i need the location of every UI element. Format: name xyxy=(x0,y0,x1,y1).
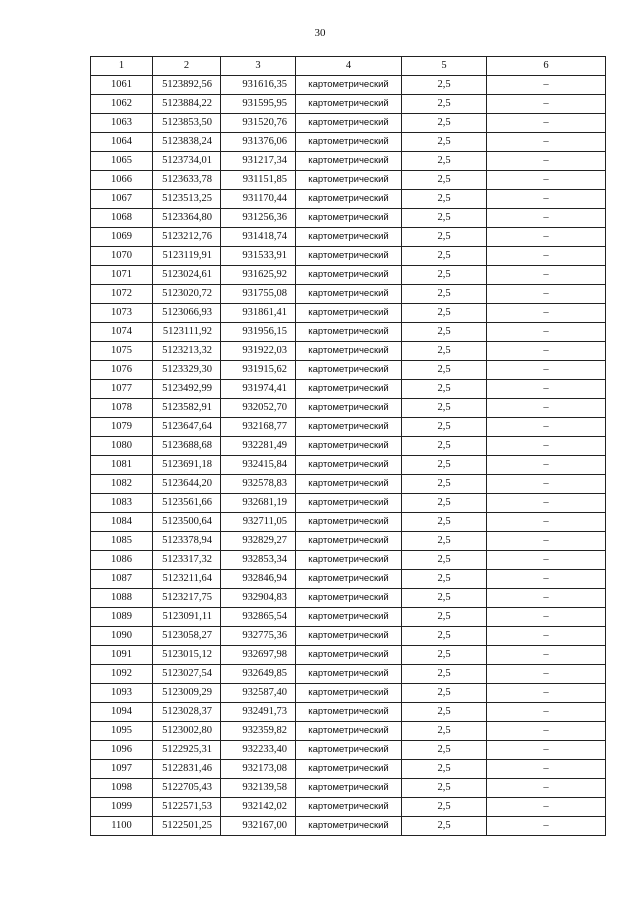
description-cell: – xyxy=(487,456,606,475)
precision-cell: 2,5 xyxy=(402,779,487,798)
precision-cell: 2,5 xyxy=(402,589,487,608)
x-coordinate-cell: 5123024,61 xyxy=(153,266,221,285)
precision-cell: 2,5 xyxy=(402,437,487,456)
description-cell: – xyxy=(487,475,606,494)
precision-cell: 2,5 xyxy=(402,133,487,152)
x-coordinate-cell: 5123688,68 xyxy=(153,437,221,456)
method-cell: картометрический xyxy=(296,247,402,266)
description-cell: – xyxy=(487,760,606,779)
table-row xyxy=(91,209,606,228)
description-cell: – xyxy=(487,190,606,209)
description-cell: – xyxy=(487,646,606,665)
point-number-cell: 1071 xyxy=(91,266,153,285)
y-coordinate-cell: 931595,95 xyxy=(221,95,296,114)
table-row xyxy=(91,95,606,114)
x-coordinate-cell: 5123002,80 xyxy=(153,722,221,741)
y-coordinate-cell: 932168,77 xyxy=(221,418,296,437)
point-number-cell: 1090 xyxy=(91,627,153,646)
table-row xyxy=(91,228,606,247)
method-cell: картометрический xyxy=(296,798,402,817)
x-coordinate-cell: 5122571,53 xyxy=(153,798,221,817)
precision-cell: 2,5 xyxy=(402,608,487,627)
point-number-cell: 1084 xyxy=(91,513,153,532)
point-number-cell: 1094 xyxy=(91,703,153,722)
description-cell: – xyxy=(487,342,606,361)
precision-cell: 2,5 xyxy=(402,95,487,114)
point-number-cell: 1079 xyxy=(91,418,153,437)
point-number-cell: 1077 xyxy=(91,380,153,399)
table-row xyxy=(91,190,606,209)
y-coordinate-cell: 931217,34 xyxy=(221,152,296,171)
table-row xyxy=(91,665,606,684)
method-cell: картометрический xyxy=(296,171,402,190)
method-cell: картометрический xyxy=(296,589,402,608)
y-coordinate-cell: 932415,84 xyxy=(221,456,296,475)
description-cell: – xyxy=(487,589,606,608)
y-coordinate-cell: 932904,83 xyxy=(221,589,296,608)
precision-cell: 2,5 xyxy=(402,285,487,304)
description-cell: – xyxy=(487,494,606,513)
method-cell: картометрический xyxy=(296,152,402,171)
method-cell: картометрический xyxy=(296,627,402,646)
precision-cell: 2,5 xyxy=(402,380,487,399)
precision-cell: 2,5 xyxy=(402,646,487,665)
method-cell: картометрический xyxy=(296,532,402,551)
method-cell: картометрический xyxy=(296,475,402,494)
table-row xyxy=(91,627,606,646)
table-row xyxy=(91,418,606,437)
description-cell: – xyxy=(487,76,606,95)
y-coordinate-cell: 932846,94 xyxy=(221,570,296,589)
point-number-cell: 1092 xyxy=(91,665,153,684)
precision-cell: 2,5 xyxy=(402,532,487,551)
table-row xyxy=(91,380,606,399)
precision-cell: 2,5 xyxy=(402,304,487,323)
y-coordinate-cell: 932587,40 xyxy=(221,684,296,703)
description-cell: – xyxy=(487,798,606,817)
precision-cell: 2,5 xyxy=(402,798,487,817)
table-row xyxy=(91,114,606,133)
x-coordinate-cell: 5123734,01 xyxy=(153,152,221,171)
point-number-cell: 1064 xyxy=(91,133,153,152)
precision-cell: 2,5 xyxy=(402,228,487,247)
method-cell: картометрический xyxy=(296,114,402,133)
table-row xyxy=(91,285,606,304)
x-coordinate-cell: 5123691,18 xyxy=(153,456,221,475)
precision-cell: 2,5 xyxy=(402,551,487,570)
y-coordinate-cell: 931956,15 xyxy=(221,323,296,342)
x-coordinate-cell: 5123892,56 xyxy=(153,76,221,95)
y-coordinate-cell: 932233,40 xyxy=(221,741,296,760)
description-cell: – xyxy=(487,285,606,304)
y-coordinate-cell: 932359,82 xyxy=(221,722,296,741)
table-body xyxy=(91,76,606,836)
description-cell: – xyxy=(487,114,606,133)
table-row xyxy=(91,646,606,665)
table-row xyxy=(91,779,606,798)
precision-cell: 2,5 xyxy=(402,247,487,266)
x-coordinate-cell: 5123492,99 xyxy=(153,380,221,399)
description-cell: – xyxy=(487,171,606,190)
table-row xyxy=(91,551,606,570)
y-coordinate-cell: 932649,85 xyxy=(221,665,296,684)
y-coordinate-cell: 932491,73 xyxy=(221,703,296,722)
method-cell: картометрический xyxy=(296,551,402,570)
description-cell: – xyxy=(487,513,606,532)
point-number-cell: 1087 xyxy=(91,570,153,589)
table-row xyxy=(91,133,606,152)
x-coordinate-cell: 5123838,24 xyxy=(153,133,221,152)
table-row xyxy=(91,171,606,190)
table-row xyxy=(91,456,606,475)
precision-cell: 2,5 xyxy=(402,323,487,342)
point-number-cell: 1082 xyxy=(91,475,153,494)
precision-cell: 2,5 xyxy=(402,114,487,133)
x-coordinate-cell: 5123212,76 xyxy=(153,228,221,247)
precision-cell: 2,5 xyxy=(402,475,487,494)
x-coordinate-cell: 5123213,32 xyxy=(153,342,221,361)
point-number-cell: 1063 xyxy=(91,114,153,133)
x-coordinate-cell: 5123500,64 xyxy=(153,513,221,532)
method-cell: картометрический xyxy=(296,779,402,798)
point-number-cell: 1097 xyxy=(91,760,153,779)
table-row xyxy=(91,76,606,95)
precision-cell: 2,5 xyxy=(402,665,487,684)
description-cell: – xyxy=(487,418,606,437)
y-coordinate-cell: 931533,91 xyxy=(221,247,296,266)
point-number-cell: 1088 xyxy=(91,589,153,608)
point-number-cell: 1067 xyxy=(91,190,153,209)
column-header: 4 xyxy=(296,57,402,76)
method-cell: картометрический xyxy=(296,684,402,703)
point-number-cell: 1062 xyxy=(91,95,153,114)
point-number-cell: 1098 xyxy=(91,779,153,798)
point-number-cell: 1100 xyxy=(91,817,153,836)
x-coordinate-cell: 5123378,94 xyxy=(153,532,221,551)
method-cell: картометрический xyxy=(296,437,402,456)
method-cell: картометрический xyxy=(296,817,402,836)
table-row xyxy=(91,247,606,266)
y-coordinate-cell: 931755,08 xyxy=(221,285,296,304)
description-cell: – xyxy=(487,665,606,684)
x-coordinate-cell: 5123364,80 xyxy=(153,209,221,228)
table-row xyxy=(91,437,606,456)
precision-cell: 2,5 xyxy=(402,171,487,190)
precision-cell: 2,5 xyxy=(402,760,487,779)
point-number-cell: 1085 xyxy=(91,532,153,551)
y-coordinate-cell: 932167,00 xyxy=(221,817,296,836)
x-coordinate-cell: 5123211,64 xyxy=(153,570,221,589)
method-cell: картометрический xyxy=(296,456,402,475)
point-number-cell: 1066 xyxy=(91,171,153,190)
method-cell: картометрический xyxy=(296,703,402,722)
point-number-cell: 1076 xyxy=(91,361,153,380)
description-cell: – xyxy=(487,95,606,114)
point-number-cell: 1080 xyxy=(91,437,153,456)
method-cell: картометрический xyxy=(296,342,402,361)
y-coordinate-cell: 932139,58 xyxy=(221,779,296,798)
point-number-cell: 1068 xyxy=(91,209,153,228)
description-cell: – xyxy=(487,247,606,266)
coordinates-table xyxy=(90,56,606,836)
table-row xyxy=(91,304,606,323)
point-number-cell: 1095 xyxy=(91,722,153,741)
table-row xyxy=(91,361,606,380)
point-number-cell: 1061 xyxy=(91,76,153,95)
column-header: 1 xyxy=(91,57,153,76)
point-number-cell: 1081 xyxy=(91,456,153,475)
description-cell: – xyxy=(487,437,606,456)
precision-cell: 2,5 xyxy=(402,722,487,741)
x-coordinate-cell: 5123513,25 xyxy=(153,190,221,209)
header-row xyxy=(91,57,606,76)
method-cell: картометрический xyxy=(296,722,402,741)
table-row xyxy=(91,152,606,171)
method-cell: картометрический xyxy=(296,494,402,513)
x-coordinate-cell: 5123015,12 xyxy=(153,646,221,665)
description-cell: – xyxy=(487,684,606,703)
point-number-cell: 1069 xyxy=(91,228,153,247)
description-cell: – xyxy=(487,152,606,171)
point-number-cell: 1089 xyxy=(91,608,153,627)
precision-cell: 2,5 xyxy=(402,494,487,513)
description-cell: – xyxy=(487,399,606,418)
table-row xyxy=(91,532,606,551)
column-header: 3 xyxy=(221,57,296,76)
precision-cell: 2,5 xyxy=(402,418,487,437)
description-cell: – xyxy=(487,817,606,836)
point-number-cell: 1078 xyxy=(91,399,153,418)
description-cell: – xyxy=(487,627,606,646)
method-cell: картометрический xyxy=(296,741,402,760)
table-row xyxy=(91,684,606,703)
x-coordinate-cell: 5123633,78 xyxy=(153,171,221,190)
precision-cell: 2,5 xyxy=(402,266,487,285)
y-coordinate-cell: 931974,41 xyxy=(221,380,296,399)
precision-cell: 2,5 xyxy=(402,513,487,532)
point-number-cell: 1093 xyxy=(91,684,153,703)
method-cell: картометрический xyxy=(296,513,402,532)
method-cell: картометрический xyxy=(296,361,402,380)
y-coordinate-cell: 932775,36 xyxy=(221,627,296,646)
point-number-cell: 1065 xyxy=(91,152,153,171)
x-coordinate-cell: 5122705,43 xyxy=(153,779,221,798)
point-number-cell: 1091 xyxy=(91,646,153,665)
table-row xyxy=(91,798,606,817)
x-coordinate-cell: 5123853,50 xyxy=(153,114,221,133)
point-number-cell: 1070 xyxy=(91,247,153,266)
y-coordinate-cell: 931418,74 xyxy=(221,228,296,247)
y-coordinate-cell: 932173,08 xyxy=(221,760,296,779)
x-coordinate-cell: 5123644,20 xyxy=(153,475,221,494)
x-coordinate-cell: 5123217,75 xyxy=(153,589,221,608)
table-row xyxy=(91,608,606,627)
table-header xyxy=(91,57,606,76)
y-coordinate-cell: 932578,83 xyxy=(221,475,296,494)
method-cell: картометрический xyxy=(296,304,402,323)
y-coordinate-cell: 931520,76 xyxy=(221,114,296,133)
method-cell: картометрический xyxy=(296,190,402,209)
point-number-cell: 1074 xyxy=(91,323,153,342)
precision-cell: 2,5 xyxy=(402,703,487,722)
point-number-cell: 1075 xyxy=(91,342,153,361)
table-row xyxy=(91,342,606,361)
method-cell: картометрический xyxy=(296,570,402,589)
x-coordinate-cell: 5123119,91 xyxy=(153,247,221,266)
x-coordinate-cell: 5123884,22 xyxy=(153,95,221,114)
description-cell: – xyxy=(487,532,606,551)
x-coordinate-cell: 5123009,29 xyxy=(153,684,221,703)
precision-cell: 2,5 xyxy=(402,817,487,836)
x-coordinate-cell: 5123066,93 xyxy=(153,304,221,323)
x-coordinate-cell: 5123020,72 xyxy=(153,285,221,304)
method-cell: картометрический xyxy=(296,285,402,304)
y-coordinate-cell: 931616,35 xyxy=(221,76,296,95)
description-cell: – xyxy=(487,361,606,380)
method-cell: картометрический xyxy=(296,76,402,95)
y-coordinate-cell: 931151,85 xyxy=(221,171,296,190)
description-cell: – xyxy=(487,266,606,285)
precision-cell: 2,5 xyxy=(402,76,487,95)
table-row xyxy=(91,570,606,589)
method-cell: картометрический xyxy=(296,323,402,342)
y-coordinate-cell: 932681,19 xyxy=(221,494,296,513)
method-cell: картометрический xyxy=(296,95,402,114)
x-coordinate-cell: 5123329,30 xyxy=(153,361,221,380)
page-number: 30 xyxy=(314,27,326,39)
description-cell: – xyxy=(487,228,606,247)
precision-cell: 2,5 xyxy=(402,399,487,418)
method-cell: картометрический xyxy=(296,760,402,779)
x-coordinate-cell: 5123058,27 xyxy=(153,627,221,646)
x-coordinate-cell: 5123027,54 xyxy=(153,665,221,684)
method-cell: картометрический xyxy=(296,209,402,228)
method-cell: картометрический xyxy=(296,380,402,399)
column-header: 2 xyxy=(153,57,221,76)
table-row xyxy=(91,513,606,532)
table-row xyxy=(91,494,606,513)
description-cell: – xyxy=(487,133,606,152)
point-number-cell: 1096 xyxy=(91,741,153,760)
precision-cell: 2,5 xyxy=(402,361,487,380)
precision-cell: 2,5 xyxy=(402,152,487,171)
table-row xyxy=(91,589,606,608)
method-cell: картометрический xyxy=(296,665,402,684)
x-coordinate-cell: 5122501,25 xyxy=(153,817,221,836)
method-cell: картометрический xyxy=(296,399,402,418)
y-coordinate-cell: 931861,41 xyxy=(221,304,296,323)
method-cell: картометрический xyxy=(296,266,402,285)
description-cell: – xyxy=(487,703,606,722)
method-cell: картометрический xyxy=(296,228,402,247)
y-coordinate-cell: 931915,62 xyxy=(221,361,296,380)
x-coordinate-cell: 5123028,37 xyxy=(153,703,221,722)
y-coordinate-cell: 932853,34 xyxy=(221,551,296,570)
table-row xyxy=(91,703,606,722)
y-coordinate-cell: 932711,05 xyxy=(221,513,296,532)
precision-cell: 2,5 xyxy=(402,209,487,228)
table-row xyxy=(91,722,606,741)
table-row xyxy=(91,475,606,494)
table-row xyxy=(91,741,606,760)
x-coordinate-cell: 5122831,46 xyxy=(153,760,221,779)
description-cell: – xyxy=(487,380,606,399)
method-cell: картометрический xyxy=(296,608,402,627)
precision-cell: 2,5 xyxy=(402,684,487,703)
point-number-cell: 1086 xyxy=(91,551,153,570)
x-coordinate-cell: 5123561,66 xyxy=(153,494,221,513)
table-row xyxy=(91,323,606,342)
precision-cell: 2,5 xyxy=(402,456,487,475)
description-cell: – xyxy=(487,304,606,323)
description-cell: – xyxy=(487,741,606,760)
precision-cell: 2,5 xyxy=(402,342,487,361)
x-coordinate-cell: 5123091,11 xyxy=(153,608,221,627)
x-coordinate-cell: 5123647,64 xyxy=(153,418,221,437)
method-cell: картометрический xyxy=(296,646,402,665)
y-coordinate-cell: 931376,06 xyxy=(221,133,296,152)
y-coordinate-cell: 932281,49 xyxy=(221,437,296,456)
y-coordinate-cell: 932052,70 xyxy=(221,399,296,418)
point-number-cell: 1072 xyxy=(91,285,153,304)
precision-cell: 2,5 xyxy=(402,570,487,589)
table-row xyxy=(91,760,606,779)
method-cell: картометрический xyxy=(296,418,402,437)
y-coordinate-cell: 932142,02 xyxy=(221,798,296,817)
y-coordinate-cell: 932697,98 xyxy=(221,646,296,665)
y-coordinate-cell: 931170,44 xyxy=(221,190,296,209)
column-header: 5 xyxy=(402,57,487,76)
table-row xyxy=(91,266,606,285)
point-number-cell: 1099 xyxy=(91,798,153,817)
y-coordinate-cell: 931256,36 xyxy=(221,209,296,228)
description-cell: – xyxy=(487,570,606,589)
description-cell: – xyxy=(487,722,606,741)
x-coordinate-cell: 5123582,91 xyxy=(153,399,221,418)
point-number-cell: 1083 xyxy=(91,494,153,513)
y-coordinate-cell: 931625,92 xyxy=(221,266,296,285)
precision-cell: 2,5 xyxy=(402,190,487,209)
y-coordinate-cell: 932865,54 xyxy=(221,608,296,627)
table-row xyxy=(91,817,606,836)
description-cell: – xyxy=(487,209,606,228)
precision-cell: 2,5 xyxy=(402,627,487,646)
x-coordinate-cell: 5123317,32 xyxy=(153,551,221,570)
x-coordinate-cell: 5123111,92 xyxy=(153,323,221,342)
method-cell: картометрический xyxy=(296,133,402,152)
description-cell: – xyxy=(487,323,606,342)
x-coordinate-cell: 5122925,31 xyxy=(153,741,221,760)
description-cell: – xyxy=(487,551,606,570)
y-coordinate-cell: 931922,03 xyxy=(221,342,296,361)
point-number-cell: 1073 xyxy=(91,304,153,323)
y-coordinate-cell: 932829,27 xyxy=(221,532,296,551)
description-cell: – xyxy=(487,608,606,627)
precision-cell: 2,5 xyxy=(402,741,487,760)
column-header: 6 xyxy=(487,57,606,76)
description-cell: – xyxy=(487,779,606,798)
table-row xyxy=(91,399,606,418)
